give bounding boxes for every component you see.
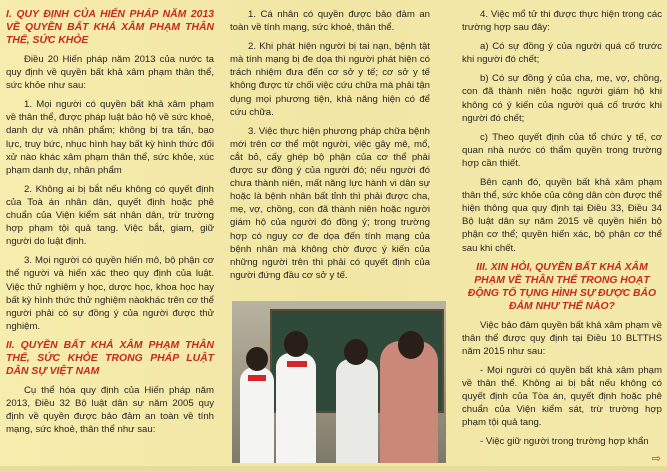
teacher-figure — [380, 341, 438, 463]
student-figure — [336, 359, 378, 463]
paragraph: Cụ thể hóa quy định của Hiến pháp năm 2013, Điều 32 Bộ luật dân sự năm 2005 quy định về quyền được bảo đảm an toàn về tính mạng, sức khoẻ, thân thể như sau: — [6, 384, 214, 436]
paragraph: - Mọi người có quyền bất khả xâm phạm về thân thể. Không ai bị bắt nếu không có quyết định của Tòa án, quyết định hoặc phê chuẩn của Viện kiểm sát, trừ trường hợp phạm tội quả tang. — [462, 364, 662, 429]
paragraph: a) Có sự đồng ý của người quá cố trước khi người đó chết; — [462, 41, 662, 66]
paragraph: 2. Không ai bị bắt nếu không có quyết định của Toà án nhân dân, quyết định hoặc phê chuẩn của Viện kiểm sát nhân dân, trừ trường hợp phạm tội quả tang. Việc bắt, giam, giữ người do luật định. — [6, 183, 214, 248]
student-head — [344, 339, 368, 365]
student-figure — [240, 367, 274, 463]
paragraph: 1. Mọi người có quyền bất khả xâm phạm về thân thể, được pháp luật bảo hộ về sức khoẻ, danh dự và nhân phẩm; không bị tra tấn, bạo lực, truy bức, nhục hình hay bất kỳ hình thức đối xử nào khác xâm phạm thân thể, sức khỏe, xúc phạm danh dự, nhân phẩm — [6, 99, 214, 176]
red-scarf — [287, 361, 307, 367]
student-figure — [276, 353, 316, 463]
heading-section-2: II. QUYỀN BẤT KHẢ XÂM PHẠM THÂN THỂ, SỨC KHỎE TRONG PHÁP LUẬT DÂN SỰ VIỆT NAM — [6, 339, 214, 377]
column-1 — [6, 8, 214, 442]
paragraph: b) Có sự đồng ý của cha, mẹ, vợ, chồng, con đã thành niên hoặc người giám hộ khi không có ý kiến của người quá cố trước khi người đó chết; — [462, 73, 662, 124]
footer-bar — [0, 466, 667, 472]
arrow-right-icon[interactable]: ⇨ — [651, 453, 661, 465]
paragraph: 1. Cá nhân có quyền được bảo đảm an toàn về tính mạng, sức khoẻ, thân thể. — [230, 9, 430, 34]
heading-section-3: III. XIN HỎI, QUYỀN BẤT KHẢ XÂM PHẠM VỀ THÂN THỂ TRONG HOẠT ĐỘNG TỐ TỤNG HÌNH SỰ ĐƯỢC BẢO ĐẢM NHƯ THẾ NÀO? — [467, 261, 657, 312]
paragraph: Điều 20 Hiến pháp năm 2013 của nước ta quy định về quyền bất khả xâm phạm thân thể, sức khỏe như sau: — [6, 54, 214, 92]
paragraph: 3. Việc thực hiện phương pháp chữa bệnh mới trên cơ thể một người, việc gây mê, mổ, cắt bỏ, cấy ghép bộ phận của cơ thể phải được sự đồng ý của người đó; nếu người đó chưa thành niên, mất năng lực hành vi dân sự hoặc là bệnh nhân bất tỉnh thì phải được cha, mẹ, vợ, chồng, con đã thành niên hoặc người giám hộ của người đó đồng ý; trong trường hợp có nguy cơ đe dọa đến tính mạng của bệnh nhân mà không chờ được ý kiến của những người trên thì phải có quyết định của người đứng đầu cơ sở y tế. — [230, 125, 430, 281]
paragraph: 2. Khi phát hiện người bị tai nạn, bệnh tật mà tính mạng bị đe dọa thì người phát hiện có trách nhiệm đưa đến cơ sở y tế; cơ sở y tế không được từ chối việc cứu chữa mà phải tận dụng mọi phương tiện, khả năng hiện có để cứu chữa. — [230, 41, 430, 118]
column-2 — [230, 8, 430, 288]
paragraph: 3. Mọi người có quyền hiến mô, bộ phận cơ thể người và hiến xác theo quy định của luật. Việc thử nghiệm y học, dược học, khoa học hay bất kỳ hình thức thử nghiệm nàokhác trên cơ thể người phải có sự đồng ý của người được thử nghiệm. — [6, 255, 214, 332]
teacher-head — [398, 331, 424, 359]
paragraph: c) Theo quyết định của tổ chức y tế, cơ quan nhà nước có thẩm quyền trong trường hợp cần thiết. — [462, 131, 662, 169]
column-3 — [462, 8, 662, 454]
heading-section-1: I. QUY ĐỊNH CỦA HIẾN PHÁP NĂM 2013 VỀ QUYỀN BẤT KHẢ XÂM PHẠM THÂN THỂ, SỨC KHỎE — [6, 9, 214, 46]
student-head — [284, 331, 308, 357]
classroom-photo — [232, 301, 446, 463]
paragraph: - Việc giữ người trong trường hợp khẩn — [480, 436, 649, 448]
paragraph: Việc bảo đảm quyền bất khả xâm phạm về thân thể được quy định tại Điều 10 BLTTHS năm 2015 như sau: — [462, 319, 662, 357]
paragraph: 4. Việc mổ tử thi được thực hiện trong các trường hợp sau đây: — [462, 9, 662, 34]
student-head — [246, 347, 268, 371]
red-scarf — [248, 375, 266, 381]
paragraph: Bên cạnh đó, quyền bất khả xâm phạm thân thể, sức khỏe của công dân còn được thể hiện thông qua quy định tại Điều 33, Điều 34 Bộ luật dân sự năm 2015 về quyền hiến bộ phận cơ thể; quyền hiến xác, bộ phận cơ thể sau khi chết. — [462, 177, 662, 254]
